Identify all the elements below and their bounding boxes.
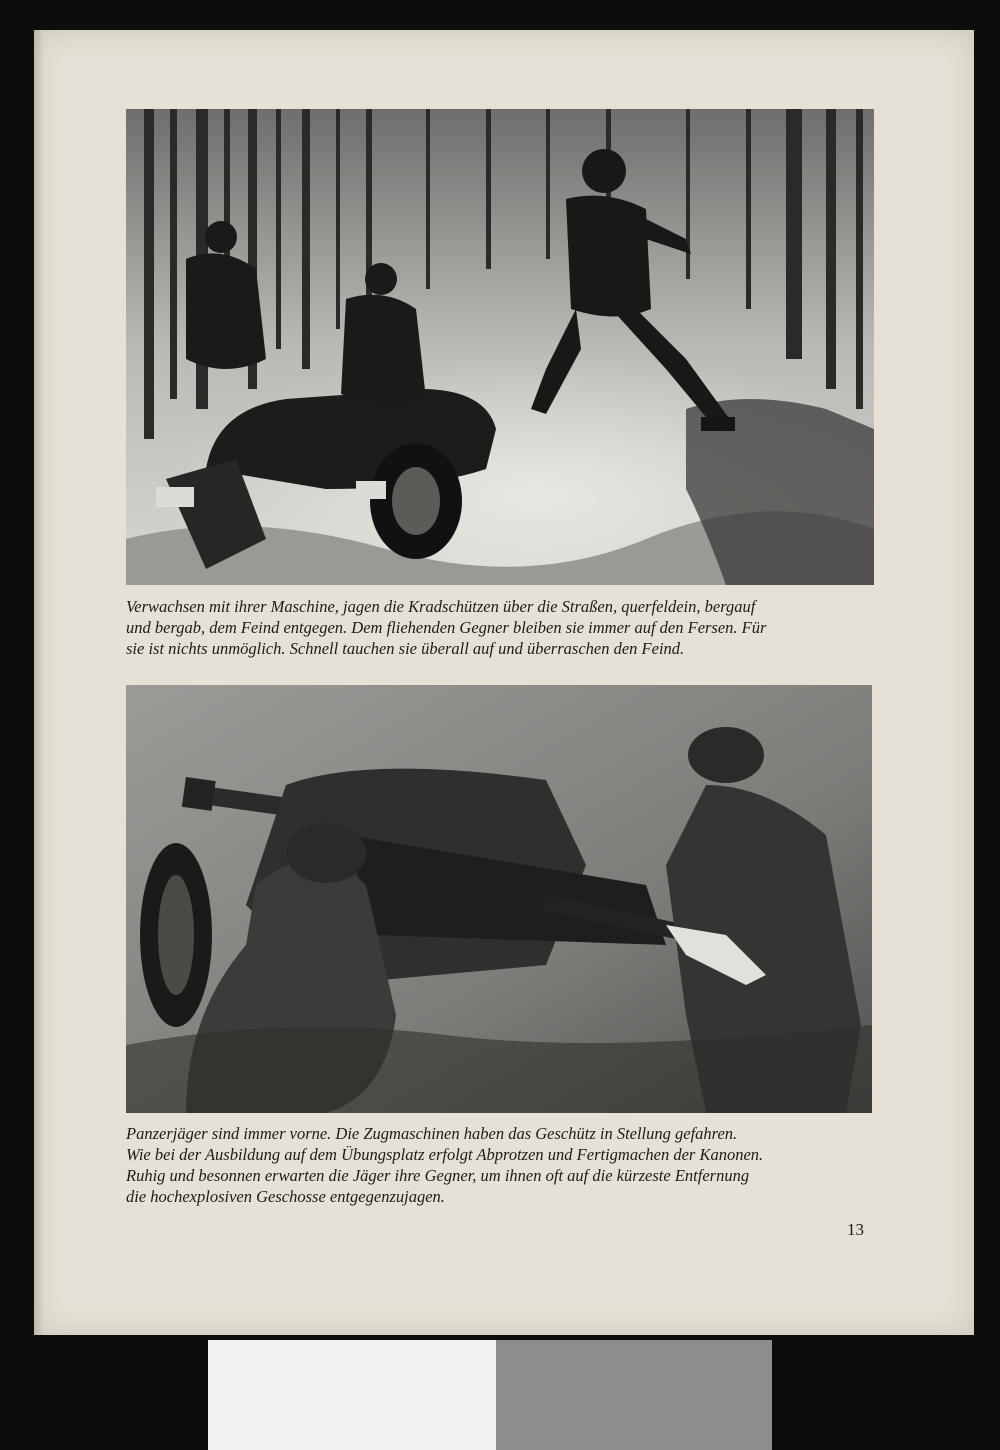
- photo-anti-tank-gun-drawing: [126, 685, 872, 1113]
- magazine-page: [34, 30, 974, 1335]
- page-fold-shadow: [34, 30, 44, 1335]
- caption-line: Verwachsen mit ihrer Maschine, jagen die Kradschützen über die Straßen, querfeldein, bergauf: [126, 597, 756, 616]
- photo-anti-tank-gun-crew: [126, 685, 872, 1113]
- caption-line: Panzerjäger sind immer vorne. Die Zugmaschinen haben das Geschütz in Stellung gefahren.: [126, 1124, 738, 1143]
- caption-anti-tank-gun-crew: [126, 1123, 874, 1207]
- caption-line: sie ist nichts unmöglich. Schnell tauchen sie überall auf und überraschen den Feind.: [126, 639, 685, 658]
- caption-motorcycle-troops: [126, 596, 874, 659]
- illustration-motorcycle-troops: [126, 109, 874, 585]
- caption-line: Wie bei der Ausbildung auf dem Übungsplatz erfolgt Abprotzen und Fertigmachen der Kanonen.: [126, 1145, 764, 1164]
- caption-line: und bergab, dem Feind entgegen. Dem fliehenden Gegner bleiben sie immer auf den Fersen. Für: [126, 618, 767, 637]
- calibration-strip-gray: [496, 1340, 772, 1450]
- caption-line: Ruhig und besonnen erwarten die Jäger ihre Gegner, um ihnen oft auf die kürzeste Entfernung: [126, 1166, 750, 1185]
- caption-line: die hochexplosiven Geschosse entgegenzujagen.: [126, 1187, 445, 1206]
- illustration-motorcycle-drawing: [126, 109, 874, 585]
- calibration-strip-white: [208, 1340, 496, 1450]
- page-number: 13: [847, 1220, 864, 1239]
